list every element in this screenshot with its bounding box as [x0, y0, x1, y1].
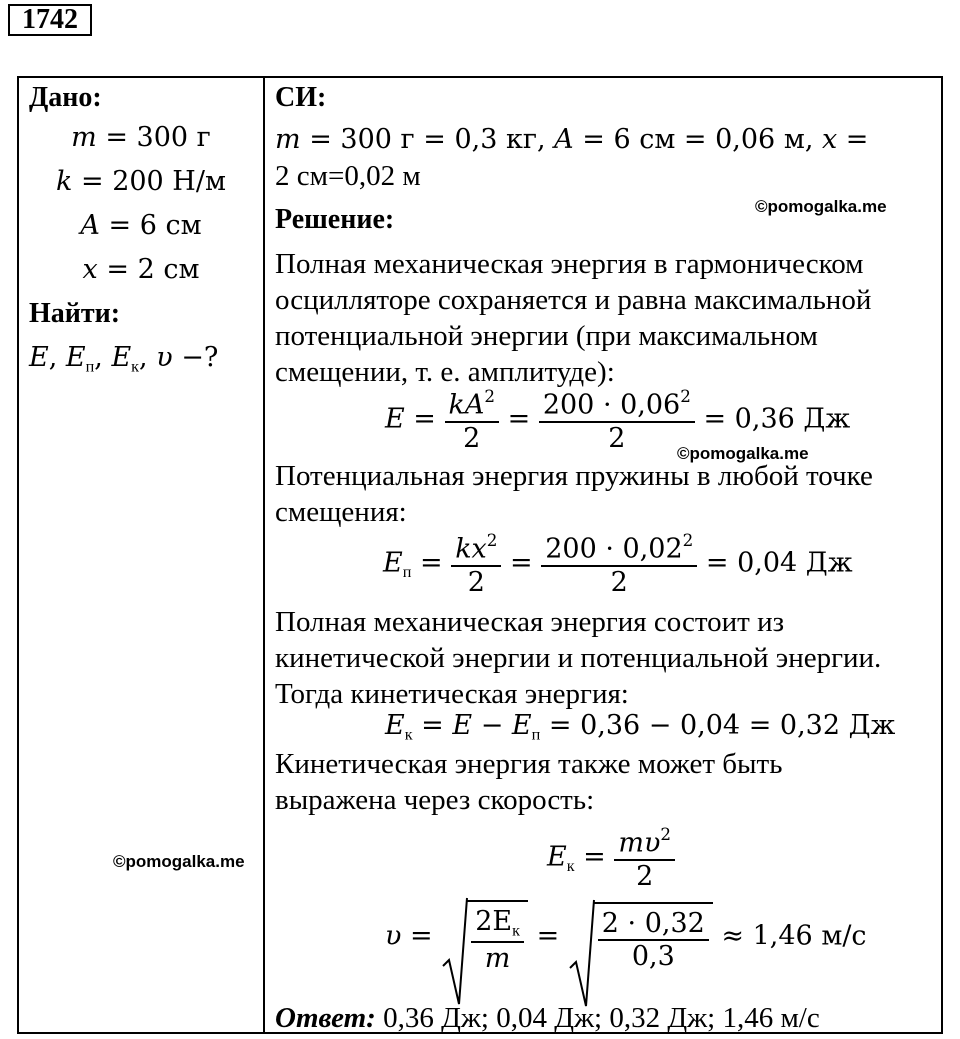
given-displacement: x = 2 см	[82, 254, 200, 285]
si-heading: СИ:	[275, 82, 327, 113]
solution-table	[17, 76, 943, 1034]
watermark: ©pomogalka.me	[677, 444, 809, 463]
formula-kinetic-via-velocity: $E_к$ = $\frac{m\upsilon^2}{2}$	[547, 824, 675, 892]
paragraph-kinetic-energy: Полная механическая энергия состоит из кинетической энергии и потенциальной энергии. Тогда кинетическая энергия:	[275, 606, 882, 710]
find-heading: Найти:	[29, 298, 121, 329]
watermark: ©pomogalka.me	[755, 197, 887, 216]
sqrt-sign: $\frac{2E_к}{m}$	[441, 900, 528, 974]
solution-column	[265, 78, 941, 1032]
formula-total-energy: E = $\frac{kA^2}{2}$ = $\frac{200 \cdot 0,06^2}{2}$ = 0,36 Дж	[385, 386, 851, 454]
answer-label: Ответ:	[275, 1002, 376, 1034]
paragraph-velocity: Кинетическая энергия также может быть выражена через скорость:	[275, 748, 783, 816]
answer-line	[275, 1000, 820, 1036]
si-line-1: m = 300 г = 0,3 кг, A = 6 см = 0,06 м, x =	[275, 124, 869, 155]
task-number: 1742	[8, 4, 92, 36]
answer-values: 0,36 Дж; 0,04 Дж; 0,32 Дж; 1,46 м/с	[375, 1002, 820, 1034]
given-amplitude: A = 6 см	[80, 210, 202, 241]
formula-potential-energy: $E_п$ = $\frac{kx^2}{2}$ = $\frac{200 \cdot 0,02^2}{2}$ = 0,04 Дж	[383, 530, 853, 598]
given-mass: m = 300 г	[71, 122, 211, 153]
sqrt-sign: $\frac{2 \cdot 0,32}{0,3}$	[568, 902, 713, 972]
given-stiffness: k = 200 Н/м	[56, 166, 226, 197]
find-list: E, $E_п$, $E_к$, υ −?	[29, 342, 219, 376]
si-line-2: 2 см=0,02 м	[275, 160, 421, 192]
solution-heading: Решение:	[275, 204, 395, 235]
formula-kinetic-energy: $E_к = E - E_п = 0,36 - 0,04 = 0,32$ Дж	[385, 710, 896, 744]
formula-velocity: υ = $\frac{2E_к}{m}$ = $\frac{2 \cdot 0,32}{0,3}$ ≈ 1,46 м/с	[385, 900, 867, 974]
given-heading: Дано:	[29, 82, 102, 113]
given-column	[19, 78, 263, 1032]
watermark: ©pomogalka.me	[113, 852, 245, 871]
paragraph-energy-conservation: Полная механическая энергия в гармоническом осцилляторе сохраняется и равна максимальной потенциальной энергии (при максимальном смещении, т. е. амплитуде):	[275, 248, 872, 388]
paragraph-potential-energy: Потенциальная энергия пружины в любой точке смещения:	[275, 460, 873, 528]
